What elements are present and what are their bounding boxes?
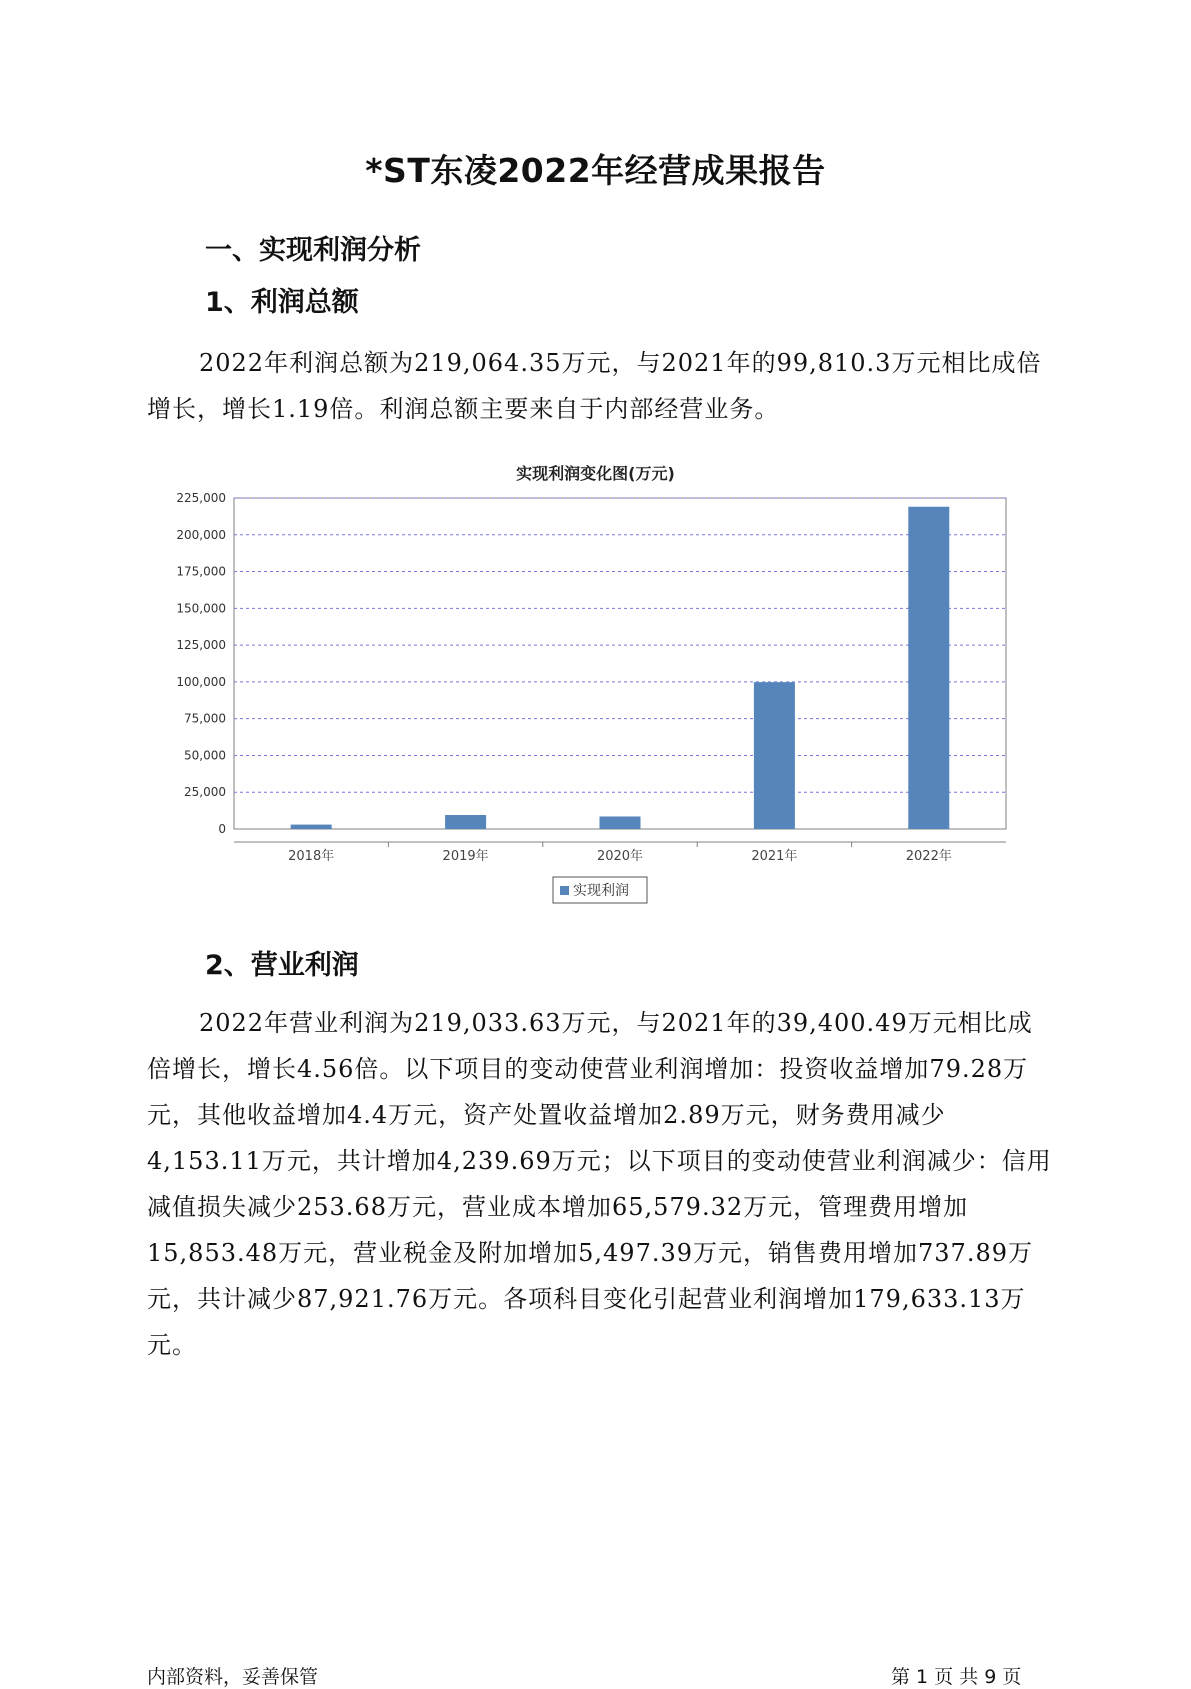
chart-title: 实现利润变化图(万元) <box>516 464 675 483</box>
legend-swatch <box>560 886 569 895</box>
bar <box>908 507 949 829</box>
page-title: *ST东凌2022年经营成果报告 <box>365 151 826 190</box>
y-tick-label: 200,000 <box>176 527 226 542</box>
x-tick-label: 2021年 <box>751 849 798 864</box>
y-tick-label: 75,000 <box>184 711 226 726</box>
y-tick-label: 125,000 <box>176 638 226 653</box>
legend-label: 实现利润 <box>573 883 629 899</box>
x-tick-label: 2019年 <box>442 849 489 864</box>
y-tick-label: 150,000 <box>176 601 226 616</box>
y-tick-label: 100,000 <box>176 674 226 689</box>
x-tick-label: 2022年 <box>905 849 952 864</box>
y-tick-label: 0 <box>218 822 226 836</box>
subsection-heading-operating-profit: 2、营业利润 <box>205 950 359 981</box>
section-heading: 一、实现利润分析 <box>205 235 421 266</box>
bar <box>291 825 332 829</box>
bar <box>754 682 795 829</box>
y-tick-label: 50,000 <box>184 748 226 763</box>
bar <box>445 815 486 829</box>
subsection-heading-profit-total: 1、利润总额 <box>205 287 359 318</box>
x-tick-label: 2018年 <box>288 849 335 864</box>
paragraph-operating-profit: 2022年营业利润为219,033.63万元，与2021年的39,400.49万元相比成倍增长，增长4.56倍。以下项目的变动使营业利润增加：投资收益增加79.28万元，其他收益增加4.4万元，资产处置收益增加2.89万元，财务费用减少4,153.11万元，共计增加4,239.69万元；以下项目的变动使营业利润减少：信用减值损失减少253.68万元，营业成本增加65,579.32万元，管理费用增加15,853.48万元，营业税金及附加增加5,497.39万元，销售费用增加737.89万元，共计减少87,921.76万元。各项科目变化引起营业利润增加179,633.13万元。 <box>147 1009 1052 1359</box>
y-tick-label: 225,000 <box>176 491 226 505</box>
footer-confidential: 内部资料，妥善保管 <box>147 1666 319 1688</box>
y-tick-label: 175,000 <box>176 564 226 579</box>
bar <box>600 816 641 829</box>
paragraph-profit-total: 2022年利润总额为219,064.35万元，与2021年的99,810.3万元相比成倍增长，增长1.19倍。利润总额主要来自于内部经营业务。 <box>147 349 1042 423</box>
x-tick-label: 2020年 <box>596 849 644 864</box>
footer-page-number: 第 1 页 共 9 页 <box>891 1666 1022 1688</box>
y-tick-label: 25,000 <box>184 785 226 800</box>
plot-area <box>234 498 1006 829</box>
